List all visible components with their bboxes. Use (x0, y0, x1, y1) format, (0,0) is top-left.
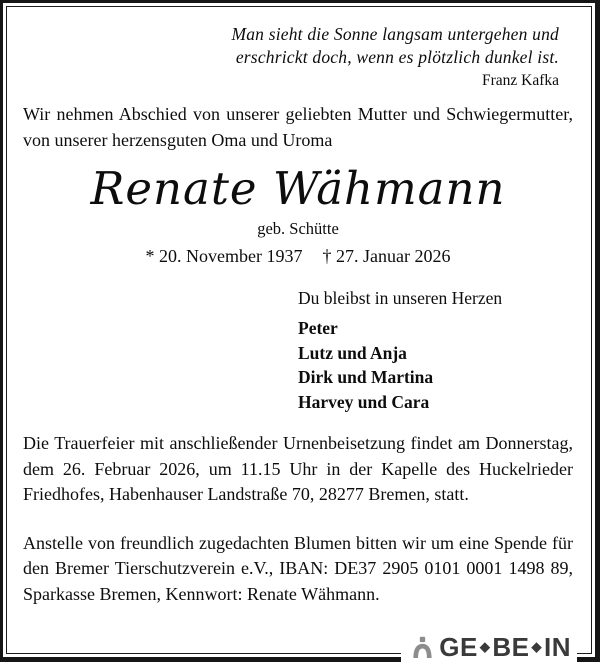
logo-part: GE (439, 632, 478, 662)
mourner-name: Harvey und Cara (298, 391, 430, 412)
quote-line-2: erschrickt doch, wenn es plötzlich dunkel ist. (235, 47, 559, 67)
mourner-name: Peter (298, 318, 338, 338)
mourners-heading: Du bleibst in unseren Herzen (298, 288, 503, 308)
deceased-name: Renate Wähmann (90, 162, 506, 215)
introduction-text: Wir nehmen Abschied von unserer geliebten Mutter und Schwiegermutter, von unserer herzensguten Oma und Uroma (23, 104, 573, 150)
logo-part: BE (492, 632, 530, 662)
mourner-name: Lutz und Anja (298, 342, 407, 363)
death-date: † 27. Januar 2026 (322, 246, 451, 266)
diamond-separator-icon: ◆ (531, 639, 542, 654)
diamond-separator-icon: ◆ (479, 639, 491, 654)
mourner-figure-icon (411, 636, 434, 659)
logo-part: IN (544, 632, 571, 662)
quote-attribution: Franz Kafka (481, 72, 559, 89)
life-dates (23, 244, 573, 268)
donation-info-text: Anstelle von freundlich zugedachten Blumen bitten wir um eine Spende für den Bremer Tierschutzverein e.V., IBAN: DE37 2905 0101 0001 1498 89, Sparkasse Bremen, Kennwort: Renate Wähmann. (23, 532, 573, 604)
mourner-name: Dirk und Martina (298, 367, 434, 387)
quote-block (23, 23, 559, 91)
logo-text (439, 634, 571, 660)
mourners-block (298, 286, 573, 414)
gebein-funeral-home-logo (401, 632, 577, 662)
maiden-name: geb. Schütte (257, 219, 339, 238)
birth-date: * 20. November 1937 (145, 246, 303, 266)
obituary-content (3, 3, 595, 657)
quote-line-1: Man sieht die Sonne langsam untergehen und (231, 24, 559, 44)
funeral-info-text: Die Trauerfeier mit anschließender Urnenbeisetzung findet am Donnerstag, dem 26. Februar 2026, um 11.15 Uhr in der Kapelle des Huckelrieder Friedhofes, Habenhauser Landstraße 70, 28277 Bremen, statt. (23, 433, 573, 504)
